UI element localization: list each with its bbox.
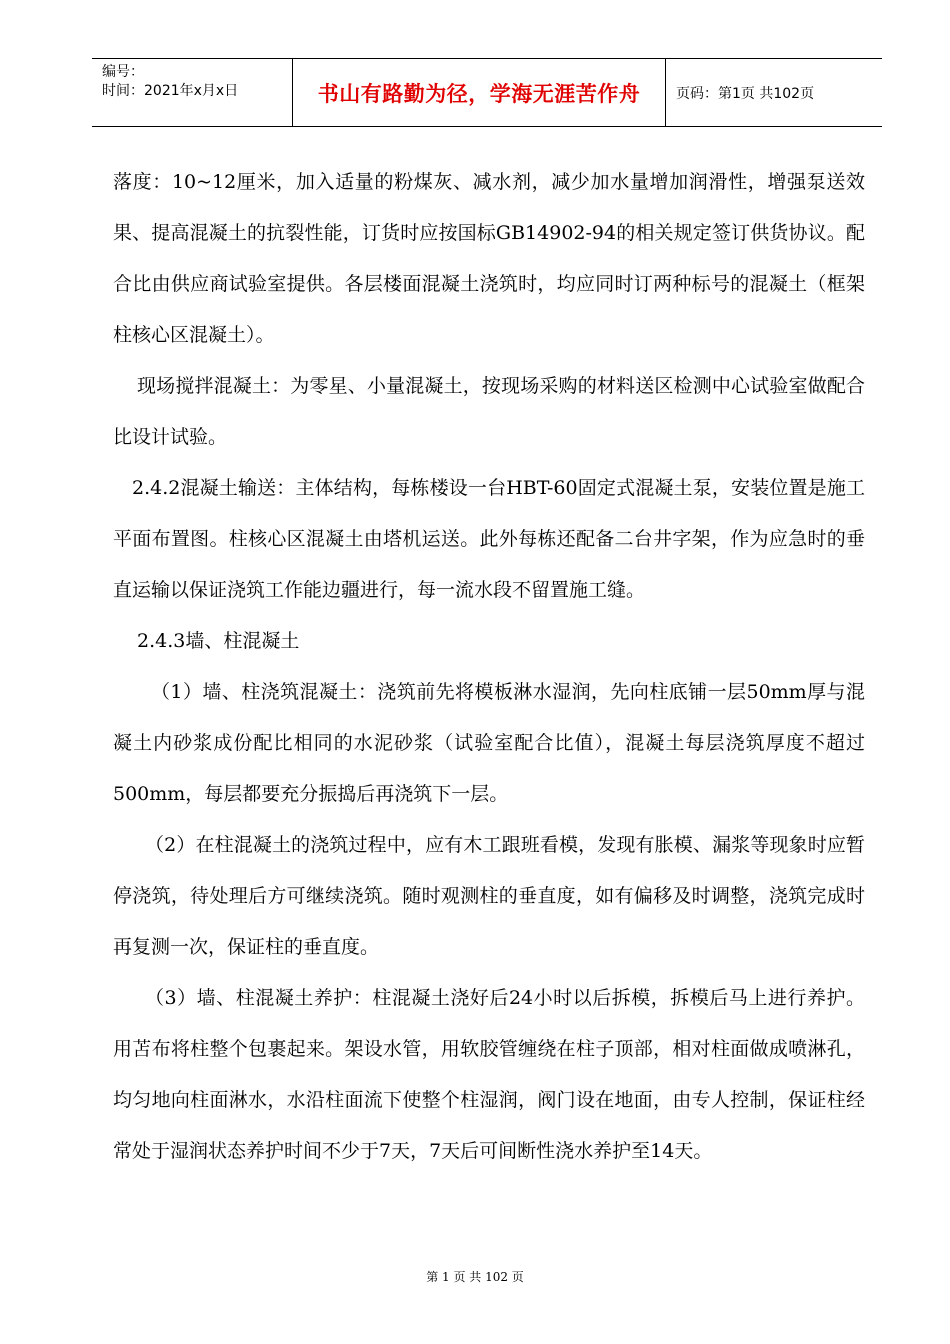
paragraph-concrete-transport: 2.4.2混凝土输送：主体结构，每栋楼设一台HBT-60固定式混凝土泵，安装位置是施工平面布置图。柱核心区混凝土由塔机运送。此外每栋还配备二台井字架，作为应急时的垂直运输以保证浇筑工作能边疆进行，每一流水段不留置施工缝。 [113,477,865,601]
paragraph-item-1: （1）墙、柱浇筑混凝土：浇筑前先将模板淋水湿润，先向柱底铺一层50mm厚与混凝土内砂浆成份配比相同的水泥砂浆（试验室配合比值），混凝土每层浇筑厚度不超过500mm，每层都要充分振捣后再浇筑下一层。 [113,681,865,805]
header-page-cell [666,59,882,126]
paragraph-site-mixing: 现场搅拌混凝土：为零星、小量混凝土，按现场采购的材料送区检测中心试验室做配合比设计试验。 [113,375,865,448]
paragraph-item-2: （2）在柱混凝土的浇筑过程中，应有木工跟班看模，发现有胀模、漏浆等现象时应暂停浇筑，待处理后方可继续浇筑。随时观测柱的垂直度，如有偏移及时调整，浇筑完成时再复测一次，保证柱的垂直度。 [113,834,865,958]
header-page-info: 页码：第1页 共102页 [676,85,815,102]
page-footer [0,1268,950,1285]
section-heading-wall-column: 2.4.3墙、柱混凝土 [137,630,300,652]
paragraph-item-3: （3）墙、柱混凝土养护：柱混凝土浇好后24小时以后拆模，拆模后马上进行养护。用苫布将柱整个包裹起来。架设水管，用软胶管缠绕在柱子顶部，相对柱面做成喷淋孔，均匀地向柱面淋水，水沿柱面流下使整个柱湿润，阀门设在地面，由专人控制，保证柱经常处于湿润状态养护时间不少于7天，7天后可间断性浇水养护至14天。 [113,987,865,1162]
document-time: 时间：2021年x月x日 [102,83,239,99]
header-motto: 书山有路勤为径，学海无涯苦作舟 [317,81,641,106]
document-header [92,58,882,127]
footer-page-number: 第 1 页 共 102 页 [426,1270,524,1284]
paragraph-slump: 落度：10~12厘米，加入适量的粉煤灰、减水剂，减少加水量增加润滑性，增强泵送效果、提高混凝土的抗裂性能，订货时应按国标GB14902-94的相关规定签订供货协议。配合比由供应商试验室提供。各层楼面混凝土浇筑时，均应同时订两种标号的混凝土（框架柱核心区混凝土）。 [113,171,865,346]
header-meta [92,59,293,126]
header-motto-cell [293,59,666,126]
document-number: 编号： [102,64,144,80]
document-body [113,157,865,1177]
